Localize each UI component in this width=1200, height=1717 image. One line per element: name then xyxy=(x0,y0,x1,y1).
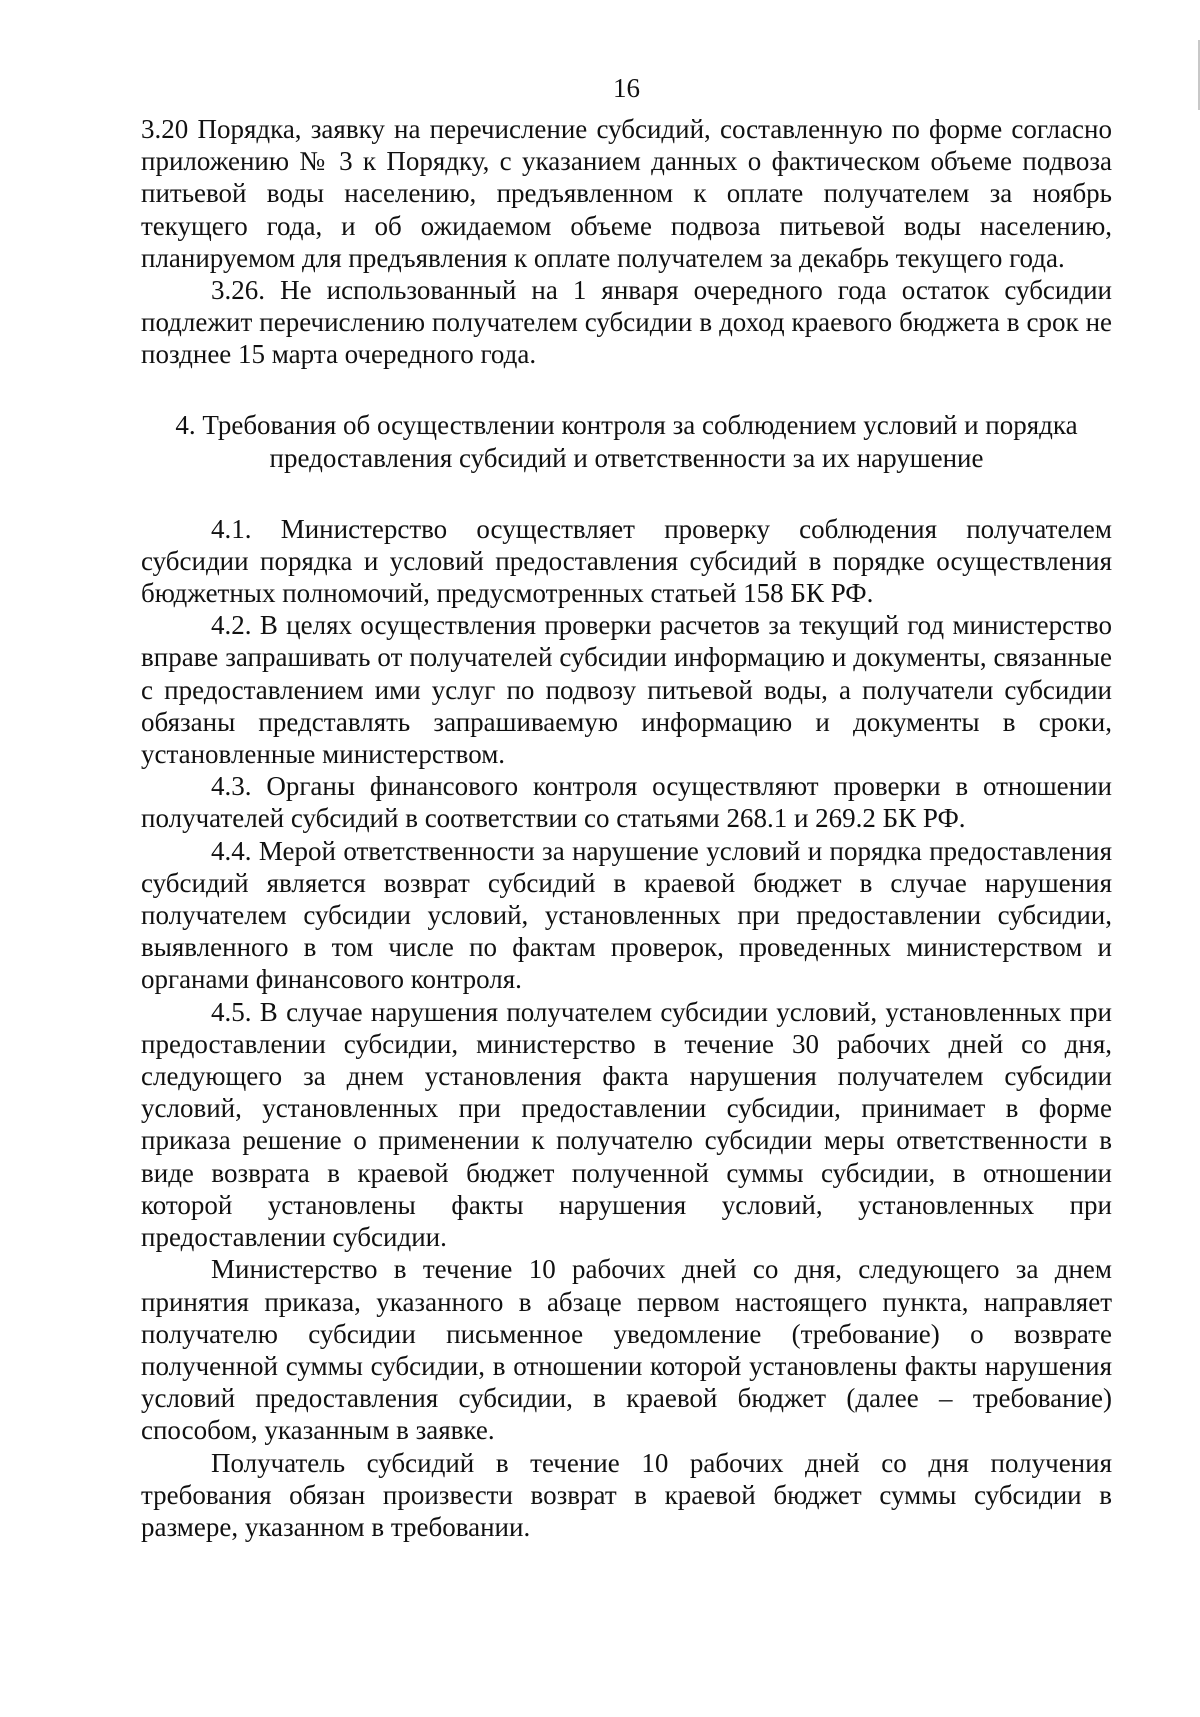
paragraph-4-5: 4.5. В случае нарушения получателем субсидии условий, установленных при предоставлении субсидии, министерство в течение 30 рабочих дней со дня, следующего за днем установления факта нарушения получателем субсидии условий, установленных при предоставлении субсидии, принимает в форме приказа решение о применении к получателю субсидии меры ответственности в виде возврата в краевой бюджет полученной суммы субсидии, в отношении которой установлены факты нарушения условий, установленных при предоставлении субсидии. xyxy=(141,996,1112,1253)
paragraph-3-20-continuation: 3.20 Порядка, заявку на перечисление субсидий, составленную по форме согласно приложению № 3 к Порядку, с указанием данных о фактическом объеме подвоза питьевой воды населению, предъявленном к оплате получателем за ноябрь текущего года, и об ожидаемом объеме подвоза питьевой воды населению, планируемом для предъявления к оплате получателем за декабрь текущего года. xyxy=(141,114,1112,273)
page-number: 16 xyxy=(613,73,640,103)
section-4-heading xyxy=(141,409,1112,475)
paragraph-3-26: 3.26. Не использованный на 1 января очередного года остаток субсидии подлежит перечислению получателем субсидии в доход краевого бюджета в срок не позднее 15 марта очередного года. xyxy=(141,275,1112,370)
paragraph-4-2: 4.2. В целях осуществления проверки расчетов за текущий год министерство вправе запрашивать от получателей субсидии информацию и документы, связанные с предоставлением ими услуг по подвозу питьевой воды, а получатели субсидии обязаны представлять запрашиваемую информацию и документы в сроки, установленные министерством. xyxy=(141,610,1112,770)
paragraph-4-4: 4.4. Мерой ответственности за нарушение условий и порядка предоставления субсидий является возврат субсидий в краевой бюджет в случае нарушения получателем субсидии условий, установленных при предоставлении субсидии, выявленного в том числе по фактам проверок, проведенных министерством и органами финансового контроля. xyxy=(141,835,1112,995)
paragraph-4-5-notice: Министерство в течение 10 рабочих дней со дня, следующего за днем принятия приказа, указанного в абзаце первом настоящего пункта, направляет получателю субсидии письменное уведомление (требование) о возврате полученной суммы субсидии, в отношении которой установлены факты нарушения условий предоставления субсидии, в краевой бюджет (далее – требование) способом, указанным в заявке. xyxy=(141,1254,1112,1446)
paragraph-4-1: 4.1. Министерство осуществляет проверку соблюдения получателем субсидии порядка и условий предоставления субсидий в порядке осуществления бюджетных полномочий, предусмотренных статьей 158 БК РФ. xyxy=(141,513,1112,609)
section-4-heading-line-2: предоставления субсидий и ответственности за их нарушение xyxy=(269,442,984,473)
paragraph-4-5-return: Получатель субсидий в течение 10 рабочих дней со дня получения требования обязан произвести возврат в краевой бюджет суммы субсидии в размере, указанном в требовании. xyxy=(141,1447,1112,1542)
document-body xyxy=(141,113,1112,1543)
paragraph-4-3: 4.3. Органы финансового контроля осуществляют проверки в отношении получателей субсидий в соответствии со статьями 268.1 и 269.2 БК РФ. xyxy=(141,771,1112,834)
section-4-heading-line-1: 4. Требования об осуществлении контроля за соблюдением условий и порядка xyxy=(175,409,1078,440)
